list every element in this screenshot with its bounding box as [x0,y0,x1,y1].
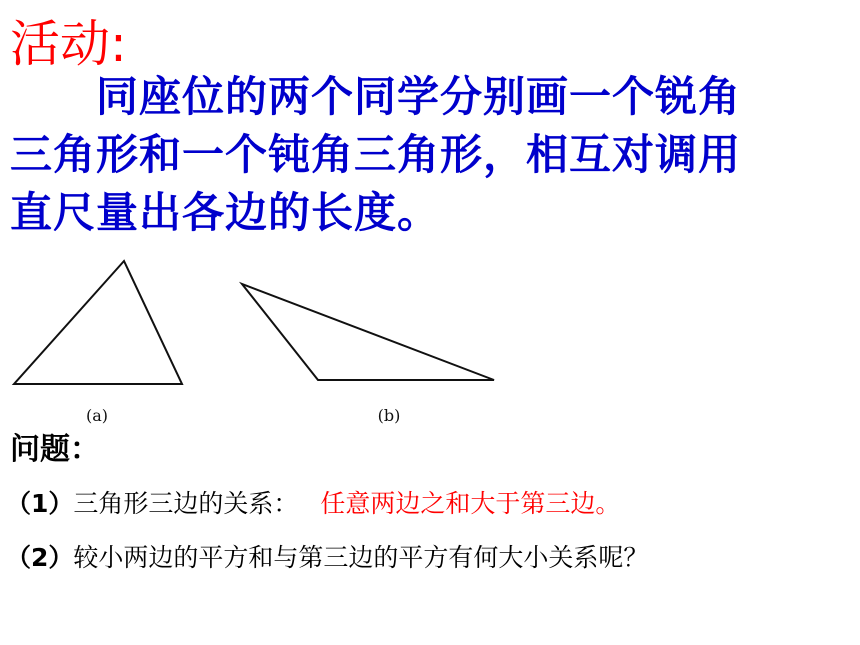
item-1-answer: 任意两边之和大于第三边。 [320,489,621,518]
item-1-text: 三角形三边的关系： [73,489,299,518]
figure-a-label: (a) [85,406,109,425]
description-line-3: 直尺量出各边的长度。 [10,188,441,237]
slide-title: 活动: [10,15,127,73]
triangle-figures [0,250,520,430]
description-line-1: 同座位的两个同学分别画一个锐角 [96,72,742,121]
question-item-1 [6,486,620,522]
obtuse-triangle [242,284,494,380]
item-2-text: 较小两边的平方和与第三边的平方有何大小关系呢？ [73,543,649,572]
description-line-2: 三角形和一个钝角三角形，相互对调用 [10,130,742,179]
item-1-number: （1） [6,489,74,518]
activity-description [10,68,840,242]
question-item-2 [6,540,648,576]
question-heading: 问题： [10,432,100,467]
figure-b-label: (b) [377,406,401,425]
item-2-number: （2） [6,543,74,572]
acute-triangle [14,261,182,384]
